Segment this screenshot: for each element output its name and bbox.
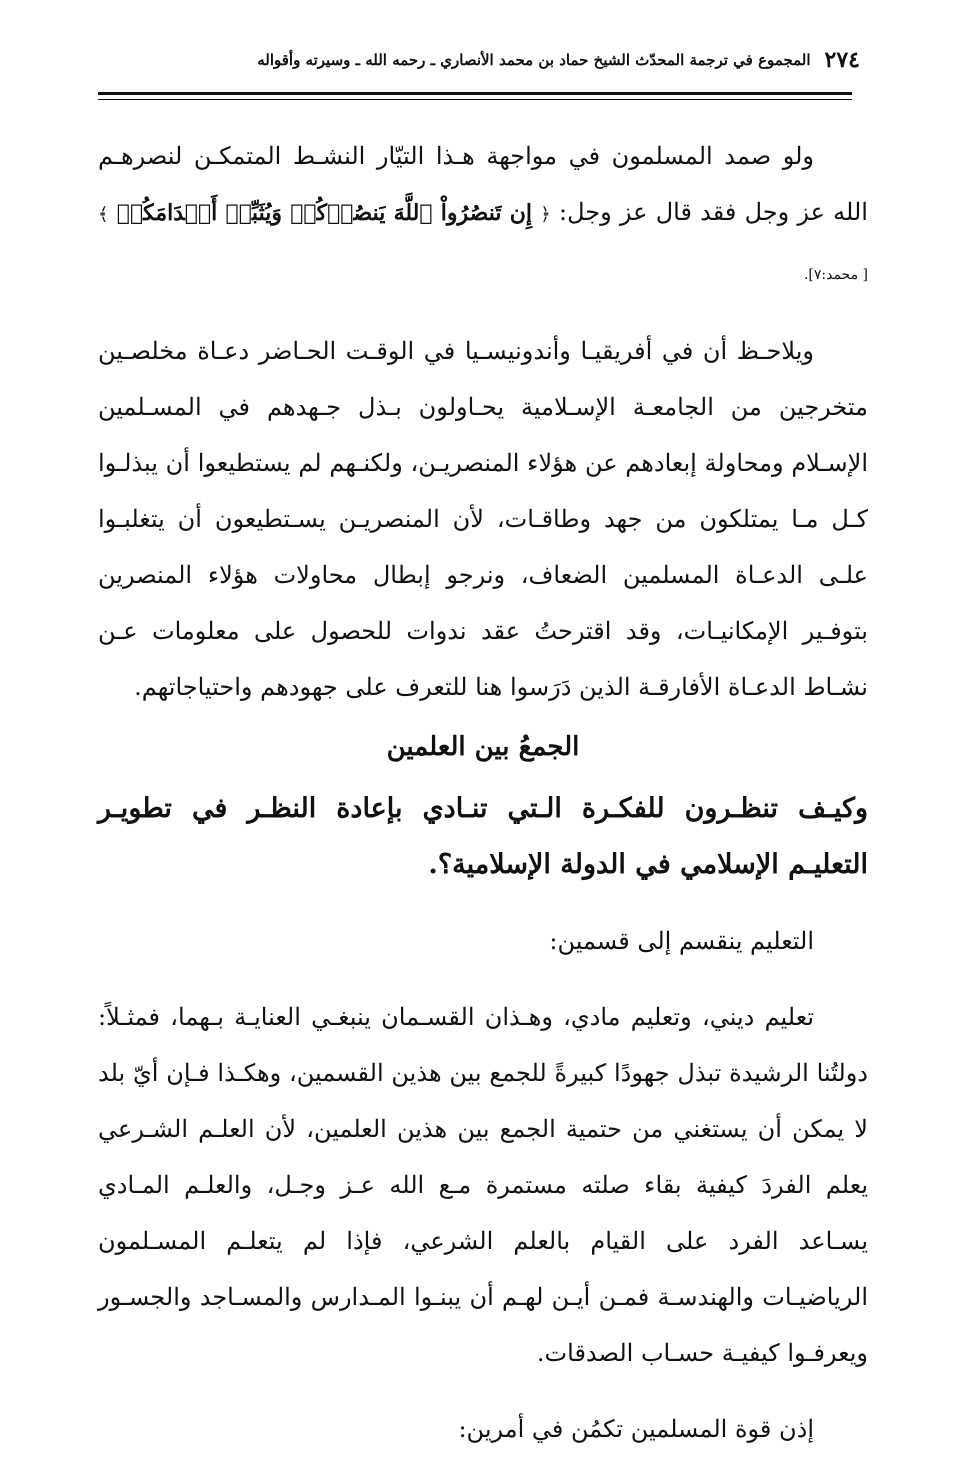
header-rule-thin [98,99,852,100]
paragraph-education-divisions: التعليم ينقسم إلى قسمين: [549,927,814,955]
quran-brace-open: ﴿ [540,204,551,225]
quran-brace-close: ﴾ [98,204,109,225]
paragraph-muslim-strength: إذن قوة المسلمين تكمُن في أمرين: [458,1415,814,1443]
paragraph-africa-indonesia: ويلاحـظ أن في أفريقيـا وأندونيسـيا في الوقـت الحـاضر دعـاة مخلصـين متخرجين من الجامعـة الإسـلامية يحـاولون بـذل جـهدهم في المسـلمين الإسـلام ومحاولة إبعادهم عن هؤلاء المنصريـن، ولكنـهم لم يستطيعوا أن يبذلـوا كـل مـا يمتلكون من جهد وطاقـات، لأن المنصريـن يسـتطيعون أن يتغلبـوا علـى الدعـاة المسلمين الضعاف، ونرجو إبطال محاولات هؤلاء المنصرين بتوفـير الإمكانيـات، وقد اقترحتُ عقد ندوات للحصول على معلومات عـن نشـاط الدعـاة الأفارقـة الذين دَرَسوا هنا للتعرف على جهودهم واحتياجاتهم. [98,337,868,701]
page-body [98,128,868,1457]
paragraph-religious-material: تعليم ديني، وتعليم مادي، وهـذان القسـمان ينبغـي العنايـة بـهما، فمثـلاً: دولتُنا الرشيدة تبذل جهودًا كبيرةً للجمع بين هذين القسمين، وهكـذا فـإن أيّ بلد لا يمكن أن يستغني من حتمية الجمع بين هذين العلمين، لأن العلـم الشـرعي يعلم الفردَ كيفية بقاء صلته مستمرة مـع الله عـز وجـل، والعلـم المـادي يسـاعد الفرد على القيام بالعلم الشرعي، فإذا لم يتعلـم المسـلمون الرياضيـات والهندسـة فمـن أيـن لهـم أن يبنـوا المـدارس والمسـاجد والجسـور ويعرفـوا كيفيـة حسـاب الصدقات. [98,1003,868,1367]
interview-question: وكيـف تنظـرون للفكـرة الـتي تنـادي بإعادة النظـر في تطويـر التعليـم الإسلامي في الدولة الإسلامية؟. [98,793,868,880]
section-title: الجمعُ بين العلمين [386,732,580,762]
paragraph-quran-citation [98,128,868,303]
page-number: ٢٧٤ [824,47,860,73]
verse-reference: [ محمد:٧]. [803,267,868,283]
paragraph-1-text: ولو صمد المسلمون في مواجهة هـذا التيّار النشـط المتمكـن لنصرهـم الله عز وجل فقد قال عز وجل: [98,142,868,226]
quran-verse: إِن تَنصُرُواْ ٱللَّهَ يَنصُرۡكُمۡ وَيُثَبِّتۡ أَقۡدَامَكُمۡ [116,200,533,226]
running-title: المجموع في ترجمة المحدّث الشيخ حماد بن محمد الأنصاري ـ رحمه الله ـ وسيرته وأقواله [257,51,811,69]
header-rule-thick [98,92,852,95]
page-header [180,40,860,80]
